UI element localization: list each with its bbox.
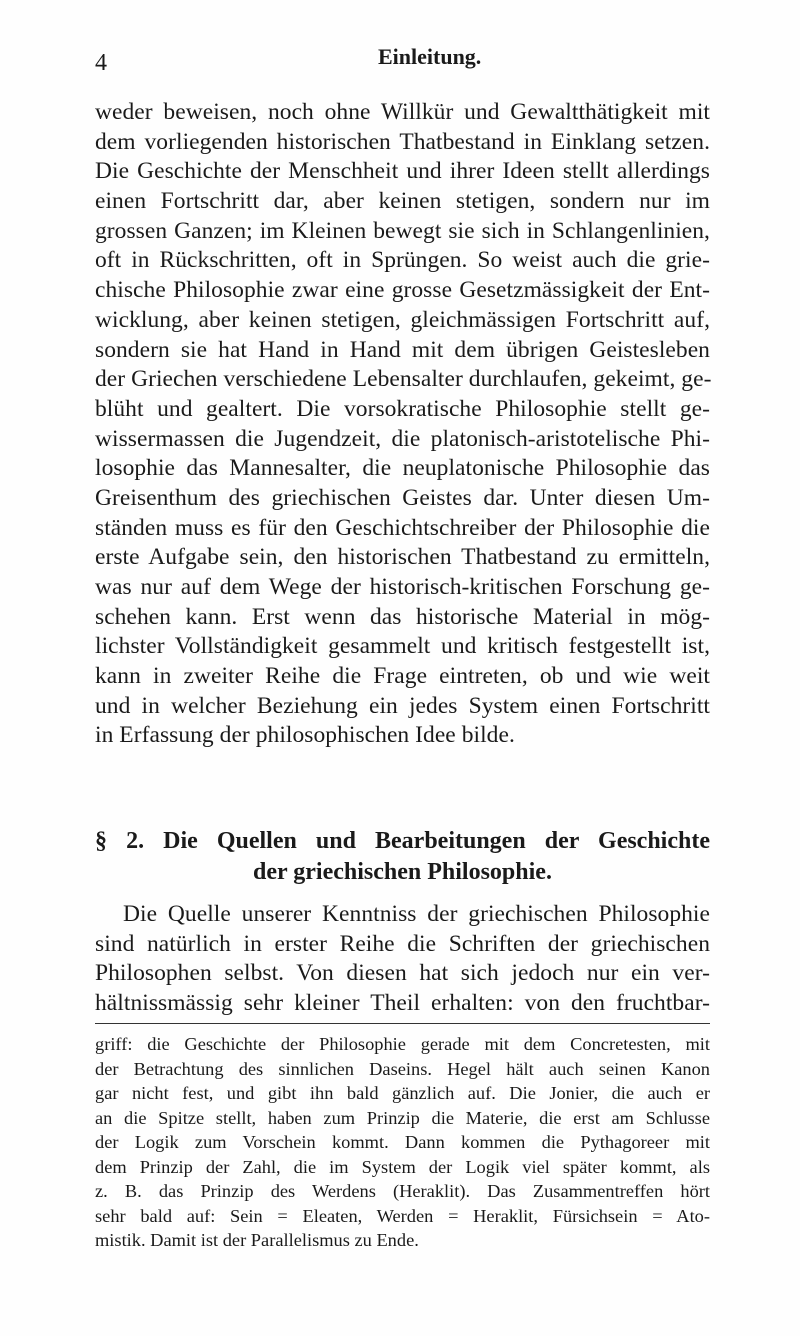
footnote-line: gar nicht fest, und gibt ihn bald gänzlich auf. Die Jonier, die auch er (95, 1083, 710, 1103)
text-line: Philosophen selbst. Von diesen hat sich jedoch nur ein ver- (95, 960, 710, 987)
footnote-divider (95, 1023, 710, 1024)
text-line: chische Philosophie zwar eine grosse Gesetzmässigkeit der Ent- (95, 277, 710, 304)
text-line: Greisenthum des griechischen Geistes dar. Unter diesen Um- (95, 484, 710, 511)
footnote-line: sehr bald auf: Sein = Eleaten, Werden = Heraklit, Fürsichsein = Ato- (95, 1205, 710, 1226)
text-line: wissermassen die Jugendzeit, die platonisch-aristotelische Phi- (95, 425, 710, 452)
text-line: sondern sie hat Hand in Hand mit dem übrigen Geistesleben (95, 336, 710, 363)
footnote-line: an die Spitze stellt, haben zum Prinzip die Materie, die erst am Schlusse (95, 1107, 710, 1128)
text-line: was nur auf dem Wege der historisch-kritischen Forschung ge- (95, 574, 710, 600)
text-line: oft in Rückschritten, oft in Sprüngen. So weist auch die grie- (95, 247, 710, 274)
text-line: in Erfassung der philosophischen Idee bilde. (95, 722, 515, 749)
text-line: sind natürlich in erster Reihe die Schriften der griechischen (95, 930, 710, 957)
text-line: wicklung, aber keinen stetigen, gleichmässigen Fortschritt auf, (95, 306, 710, 333)
text-line: Die Quelle unserer Kenntniss der griechischen Philosophie (123, 901, 710, 927)
footnote-line: dem Prinzip der Zahl, die im System der Logik viel später kommt, als (95, 1156, 710, 1177)
footnote-line: griff: die Geschichte der Philosophie gerade mit dem Concretesten, mit (95, 1034, 710, 1054)
section-heading (95, 826, 710, 888)
second-paragraph (95, 900, 710, 1019)
text-line: Die Geschichte der Menschheit und ihrer Ideen stellt allerdings (95, 158, 710, 185)
section-heading-line-1: § 2. Die Quellen und Bearbeitungen der Geschichte (95, 828, 710, 854)
text-line: dem vorliegenden historischen Thatbestand in Einklang setzen. (95, 128, 710, 155)
text-line: und in welcher Beziehung ein jedes System einen Fortschritt (95, 692, 710, 719)
text-line: einen Fortschritt dar, aber keinen stetigen, sondern nur im (95, 188, 710, 215)
page-number: 4 (95, 50, 107, 76)
text-line: ständen muss es für den Geschichtschreiber der Philosophie die (95, 514, 710, 541)
page-header (95, 44, 710, 84)
running-head: Einleitung. (378, 44, 482, 69)
text-line: schehen kann. Erst wenn das historische Material in mög- (95, 603, 710, 630)
text-line: hältnissmässig sehr kleiner Theil erhalten: von den fruchtbar- (95, 990, 710, 1017)
text-line: losophie das Mannesalter, die neuplatonische Philosophie das (95, 455, 710, 482)
text-line: der Griechen verschiedene Lebensalter durchlaufen, gekeimt, ge- (95, 366, 712, 393)
text-line: kann in zweiter Reihe die Frage eintreten, ob und wie weit (95, 663, 710, 690)
section-heading-line-2: der griechischen Philosophie. (253, 859, 552, 885)
footnote-line: z. B. das Prinzip des Werdens (Heraklit). Das Zusammentreffen hört (95, 1181, 710, 1201)
text-line: erste Aufgabe sein, den historischen Thatbestand zu ermitteln, (95, 544, 710, 571)
footnote (95, 1032, 710, 1253)
main-paragraph (95, 98, 710, 751)
text-line: weder beweisen, noch ohne Willkür und Gewaltthätigkeit mit (95, 99, 710, 125)
footnote-line: der Logik zum Vorschein kommt. Dann kommen die Pythagoreer mit (95, 1132, 710, 1152)
text-line: blüht und gealtert. Die vorsokratische Philosophie stellt ge- (95, 395, 710, 422)
text-line: grossen Ganzen; im Kleinen bewegt sie sich in Schlangenlinien, (95, 217, 710, 244)
footnote-line: der Betrachtung des sinnlichen Daseins. Hegel hält auch seinen Kanon (95, 1058, 710, 1079)
footnote-line: mistik. Damit ist der Parallelismus zu Ende. (95, 1230, 419, 1250)
text-line: lichster Vollständigkeit gesammelt und kritisch festgestellt ist, (95, 633, 710, 660)
